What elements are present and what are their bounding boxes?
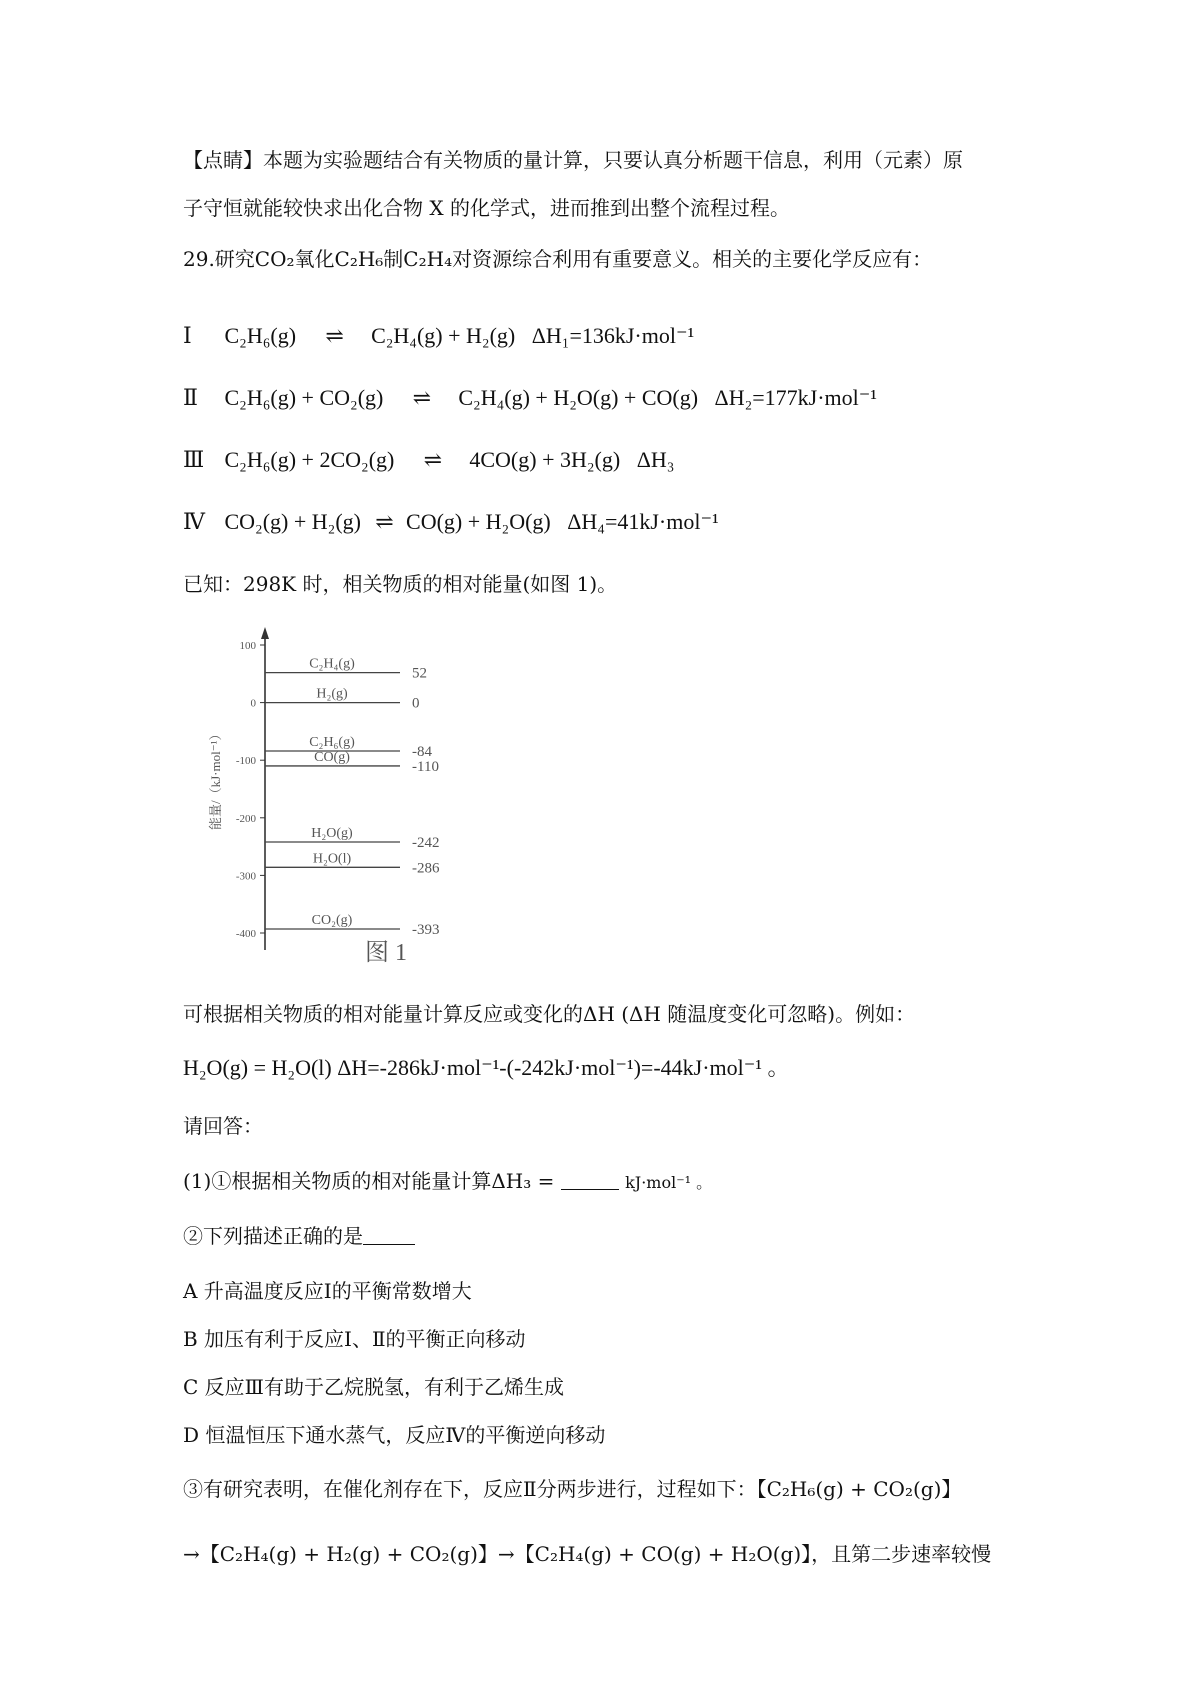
reaction-rhs: CO(g) + H₂O(g)	[406, 509, 551, 534]
reaction-number: Ⅱ	[183, 385, 198, 410]
axis-arrow-icon	[261, 627, 269, 639]
reaction-enthalpy: ΔH₃	[636, 447, 675, 472]
known-statement: 已知：298K 时，相关物质的相对能量(如图 1)。	[183, 572, 618, 596]
reaction-number: Ⅰ	[183, 323, 192, 348]
reaction-number: Ⅲ	[183, 447, 205, 472]
reaction-number: Ⅳ	[183, 509, 205, 534]
energy-level-species: CO₂(g)	[311, 912, 353, 928]
energy-level-value: 0	[412, 695, 420, 712]
energy-level-value: -393	[412, 921, 440, 938]
energy-level-species: H₂O(g)	[311, 825, 353, 841]
reaction-3	[183, 446, 674, 474]
question-1a	[183, 1167, 712, 1197]
equilibrium-arrow-icon: ⇌	[325, 323, 342, 348]
reaction-2	[183, 384, 877, 412]
question-1a-unit: kJ·mol⁻¹ 。	[625, 1173, 713, 1192]
energy-level-value: 52	[412, 665, 427, 682]
example-equation: H₂O(g) = H₂O(l) ΔH=-286kJ·mol⁻¹-(-242kJ·mol⁻¹)=-44kJ·mol⁻¹ 。	[183, 1055, 790, 1080]
y-axis-label: 能量/（kJ·mol⁻¹）	[208, 727, 223, 830]
energy-level-species: H₂(g)	[316, 686, 348, 702]
answer-blank-1b[interactable]	[363, 1226, 415, 1245]
question-1b	[183, 1222, 415, 1250]
reaction-rhs: 4CO(g) + 3H₂(g)	[469, 447, 621, 472]
note-line-1: 【点睛】本题为实验题结合有关物质的量计算，只要认真分析题干信息，利用（元素）原	[183, 148, 963, 172]
y-tick-label: 100	[239, 640, 256, 652]
y-tick-label: 0	[250, 697, 256, 710]
reaction-lhs: C₂H₆(g) + 2CO₂(g)	[224, 447, 395, 472]
y-tick-label: -100	[235, 755, 256, 768]
question-1c-line-1: ③有研究表明，在催化剂存在下，反应Ⅱ分两步进行，过程如下：【C₂H₆(g) + CO₂(g)】	[183, 1477, 962, 1501]
answer-blank-1a[interactable]	[561, 1171, 619, 1190]
energy-level-value: -110	[412, 758, 439, 775]
reaction-enthalpy: ΔH₂=177kJ·mol⁻¹	[714, 385, 877, 410]
energy-level-value: -242	[412, 834, 440, 851]
energy-level-value: -286	[412, 860, 440, 877]
reaction-lhs: C₂H₆(g)	[224, 323, 297, 348]
chart-caption: 图 1	[365, 940, 407, 965]
option-a: A 升高温度反应Ⅰ的平衡常数增大	[183, 1279, 472, 1303]
option-b: B 加压有利于反应Ⅰ、Ⅱ的平衡正向移动	[183, 1327, 526, 1351]
y-tick-label: -300	[235, 870, 256, 883]
energy-level-species: CO(g)	[314, 749, 350, 765]
option-c: C 反应Ⅲ有助于乙烷脱氢，有利于乙烯生成	[183, 1375, 564, 1399]
reaction-rhs: C₂H₄(g) + H₂(g)	[371, 323, 516, 348]
reaction-lhs: C₂H₆(g) + CO₂(g)	[224, 385, 384, 410]
equilibrium-arrow-icon: ⇌	[375, 509, 392, 534]
method-statement: 可根据相关物质的相对能量计算反应或变化的ΔH (ΔH 随温度变化可忽略)。例如：	[183, 1002, 916, 1026]
reaction-1	[183, 322, 694, 350]
question-1b-text: ②下列描述正确的是	[183, 1224, 363, 1248]
y-axis	[261, 627, 269, 950]
energy-level-species: C₂H₄(g)	[309, 656, 355, 672]
equilibrium-arrow-icon: ⇌	[412, 385, 430, 410]
question-1c-line-2: →【C₂H₄(g) + H₂(g) + CO₂(g)】→【C₂H₄(g) + CO(g) + H₂O(g)】，且第二步速率较慢	[183, 1542, 992, 1566]
reaction-lhs: CO₂(g) + H₂(g)	[224, 509, 362, 534]
option-d: D 恒温恒压下通水蒸气，反应Ⅳ的平衡逆向移动	[183, 1423, 606, 1447]
please-answer: 请回答：	[183, 1114, 263, 1138]
energy-level-species: C₂H₆(g)	[309, 734, 355, 750]
reaction-4	[183, 508, 719, 536]
energy-level-species: H₂O(l)	[312, 851, 352, 867]
energy-diagram	[190, 625, 480, 965]
equilibrium-arrow-icon: ⇌	[423, 447, 441, 472]
y-tick-label: -200	[235, 812, 256, 825]
energy-level-value: -84	[412, 743, 432, 760]
reaction-rhs: C₂H₄(g) + H₂O(g) + CO(g)	[458, 385, 699, 410]
question-intro: 29.研究CO₂氧化C₂H₆制C₂H₄对资源综合利用有重要意义。相关的主要化学反应有：	[183, 247, 933, 271]
reaction-enthalpy: ΔH₄=41kJ·mol⁻¹	[567, 509, 719, 534]
y-tick-label: -400	[235, 928, 256, 940]
question-1a-text: (1)①根据相关物质的相对能量计算ΔH₃ =	[183, 1169, 561, 1193]
reaction-enthalpy: ΔH₁=136kJ·mol⁻¹	[531, 323, 695, 348]
note-line-2: 子守恒就能较快求出化合物 X 的化学式，进而推到出整个流程过程。	[183, 196, 790, 220]
